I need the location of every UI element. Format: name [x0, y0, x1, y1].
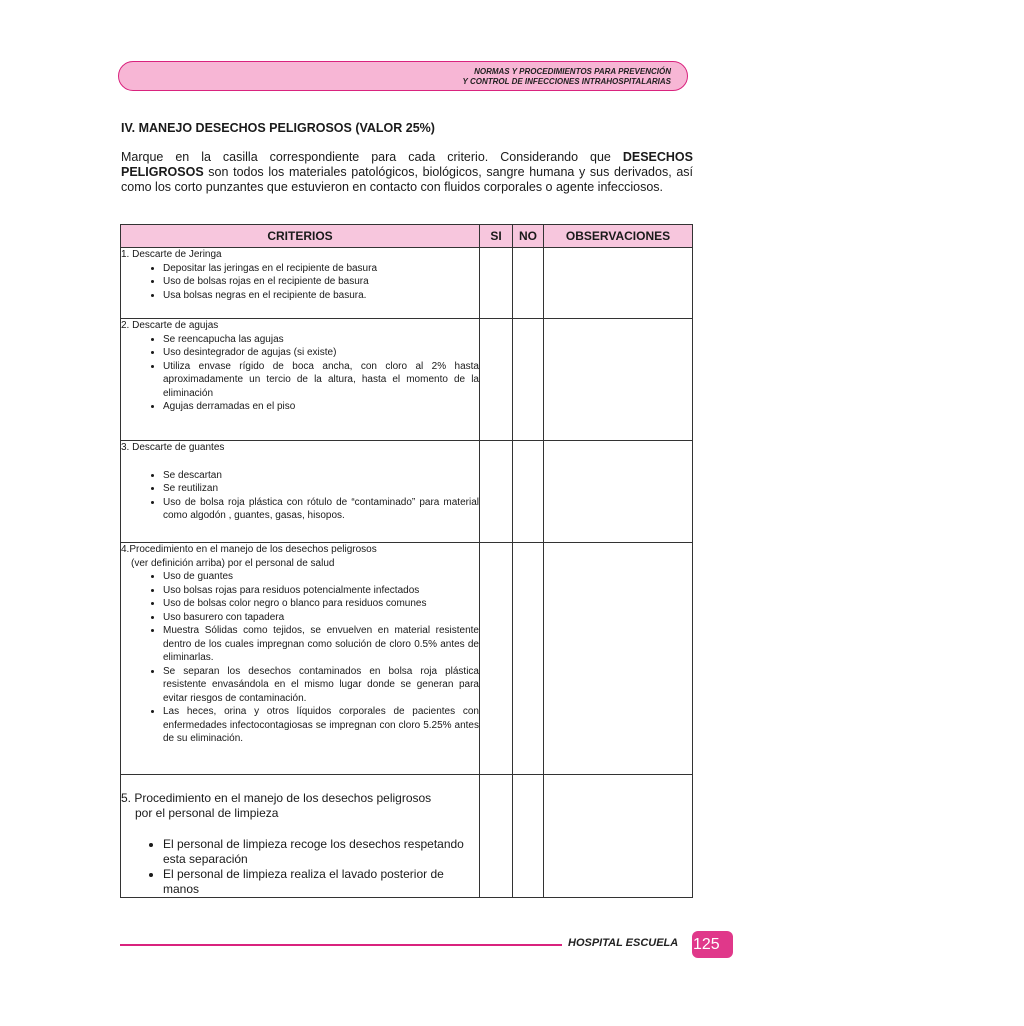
criteria-cell	[121, 441, 480, 543]
header-banner	[118, 61, 688, 91]
no-checkbox-cell[interactable]	[513, 543, 544, 775]
list-item: • Se descartan	[163, 469, 479, 483]
header-criterios: CRITERIOS	[121, 225, 480, 248]
list-item: • Usa bolsas negras en el recipiente de basura.	[163, 289, 479, 303]
intro-part-1: Marque en la casilla correspondiente para cada criterio. Considerando que	[121, 150, 623, 164]
list-item: • Uso basurero con tapadera	[163, 611, 479, 625]
table-header-row	[121, 225, 693, 248]
observaciones-cell[interactable]	[544, 248, 693, 319]
list-item: • Agujas derramadas en el piso	[163, 400, 479, 414]
criteria-title: 4.Procedimiento en el manejo de los desechos peligrosos	[121, 544, 377, 555]
header-observaciones: OBSERVACIONES	[544, 225, 693, 248]
observaciones-cell[interactable]	[544, 441, 693, 543]
no-checkbox-cell[interactable]	[513, 248, 544, 319]
footer-label: HOSPITAL ESCUELA	[568, 937, 679, 949]
intro-paragraph	[121, 150, 693, 195]
criteria-cell	[121, 319, 480, 441]
no-checkbox-cell[interactable]	[513, 441, 544, 543]
si-checkbox-cell[interactable]	[480, 441, 513, 543]
observaciones-cell[interactable]	[544, 775, 693, 898]
list-item: • Uso de guantes	[163, 570, 479, 584]
criteria-title: 2. Descarte de agujas	[121, 320, 219, 331]
intro-bold-term: DESECHOS PELIGROSOS	[121, 150, 693, 179]
header-line-2: Y CONTROL DE INFECCIONES INTRAHOSPITALARIAS	[462, 77, 671, 86]
list-item: • El personal de limpieza realiza el lavado posterior de manos	[163, 867, 479, 897]
table-row	[121, 319, 693, 441]
list-item: • El personal de limpieza recoge los desechos respetando esta separación	[163, 837, 479, 867]
si-checkbox-cell[interactable]	[480, 775, 513, 898]
criteria-list	[121, 469, 479, 523]
header-no: NO	[513, 225, 544, 248]
criteria-title: 5. Procedimiento en el manejo de los desechos peligrosos	[121, 791, 432, 805]
criteria-table	[120, 224, 693, 898]
table-row	[121, 248, 693, 319]
criteria-list	[121, 837, 479, 897]
section-title: IV. MANEJO DESECHOS PELIGROSOS (VALOR 25%)	[121, 121, 435, 135]
observaciones-cell[interactable]	[544, 319, 693, 441]
criteria-cell	[121, 543, 480, 775]
table-row	[121, 775, 693, 898]
no-checkbox-cell[interactable]	[513, 775, 544, 898]
intro-part-2: son todos los materiales patológicos, biológicos, sangre humana y sus derivados, así como los corto punzantes que estuvieron en contacto con fluidos corporales o agente infecciosos.	[121, 165, 693, 194]
criteria-subtitle: por el personal de limpieza	[135, 806, 279, 820]
list-item: • Se reencapucha las agujas	[163, 333, 479, 347]
observaciones-cell[interactable]	[544, 543, 693, 775]
list-item: • Muestra Sólidas como tejidos, se envuelven en material resistente dentro de los cuales impregnan como solución de cloro 0.5% antes de eliminarlas.	[163, 624, 479, 665]
header-si: SI	[480, 225, 513, 248]
criteria-subtitle: (ver definición arriba) por el personal de salud	[131, 557, 335, 569]
si-checkbox-cell[interactable]	[480, 248, 513, 319]
no-checkbox-cell[interactable]	[513, 319, 544, 441]
list-item: • Uso desintegrador de agujas (si existe)	[163, 346, 479, 360]
list-item: • Las heces, orina y otros líquidos corporales de pacientes con enfermedades infectocontagiosas se impregnan con cloro 5.25% antes de su eliminación.	[163, 705, 479, 746]
criteria-list	[121, 570, 479, 746]
header-line-1: NORMAS Y PROCEDIMIENTOS PARA PREVENCIÓN	[474, 67, 671, 76]
footer-rule	[120, 944, 562, 946]
si-checkbox-cell[interactable]	[480, 543, 513, 775]
criteria-cell	[121, 248, 480, 319]
criteria-list	[121, 333, 479, 414]
list-item: • Uso de bolsas rojas en el recipiente de basura	[163, 275, 479, 289]
criteria-cell	[121, 775, 480, 898]
si-checkbox-cell[interactable]	[480, 319, 513, 441]
list-item: • Depositar las jeringas en el recipiente de basura	[163, 262, 479, 276]
list-item: • Se reutilizan	[163, 482, 479, 496]
criteria-list	[121, 262, 479, 303]
list-item: • Uso de bolsa roja plástica con rótulo de “contaminado” para material como algodón , guantes, gasas, hisopos.	[163, 496, 479, 523]
page-number: 125	[692, 931, 733, 958]
table-row	[121, 543, 693, 775]
list-item: • Utiliza envase rígido de boca ancha, con cloro al 2% hasta aproximadamente un tercio de la altura, hasta el momento de la eliminación	[163, 360, 479, 401]
list-item: • Uso de bolsas color negro o blanco para residuos comunes	[163, 597, 479, 611]
table-row	[121, 441, 693, 543]
list-item: • Se separan los desechos contaminados en bolsa roja plástica resistente envasándola en el mismo lugar donde se generan para evitar riesgos de contaminación.	[163, 665, 479, 706]
list-item: • Uso bolsas rojas para residuos potencialmente infectados	[163, 584, 479, 598]
criteria-title: 3. Descarte de guantes	[121, 442, 225, 453]
criteria-title: 1. Descarte de Jeringa	[121, 249, 222, 260]
header-text	[463, 67, 671, 87]
